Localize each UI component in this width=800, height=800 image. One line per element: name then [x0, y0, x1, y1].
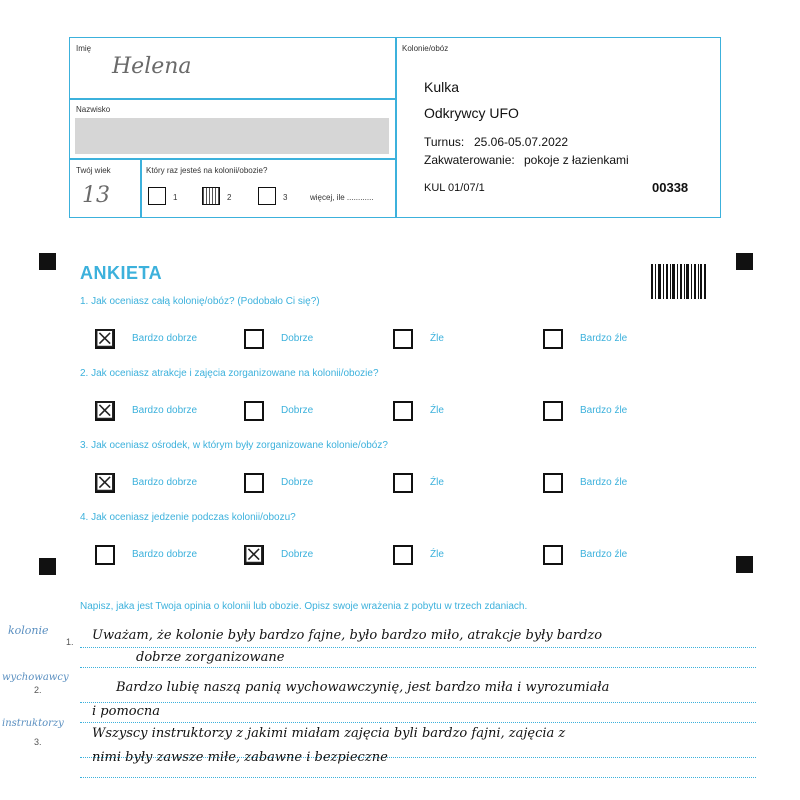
- question-4-option-1-label: Bardzo dobrze: [132, 549, 198, 560]
- age-label: Twój wiek: [76, 166, 111, 175]
- accommodation-label: Zakwaterowanie:: [424, 153, 515, 167]
- question-1-checkbox-4[interactable]: [543, 329, 563, 349]
- name-value[interactable]: Helena: [112, 54, 192, 79]
- answer-number-3: 3.: [34, 737, 42, 747]
- question-2-checkbox-3[interactable]: [393, 401, 413, 421]
- header-divider-name: [69, 98, 396, 100]
- times-checkbox-1[interactable]: [148, 187, 166, 205]
- question-3-checkbox-4[interactable]: [543, 473, 563, 493]
- question-1-checkbox-1[interactable]: [94, 325, 116, 353]
- answer-3-line-1[interactable]: Wszyscy instruktorzy z jakimi miałam zajęcia byli bardzo fajni, zajęcia z: [92, 726, 566, 741]
- question-1-checkbox-2[interactable]: [244, 329, 264, 349]
- question-3-checkbox-3[interactable]: [393, 473, 413, 493]
- barcode: [651, 264, 706, 299]
- times-option-1: 1: [173, 193, 178, 202]
- answer-line-4: [80, 722, 756, 723]
- question-4-option-2-label: Dobrze: [281, 549, 314, 560]
- answer-1-line-1[interactable]: Uważam, że kolonie były bardzo fajne, było bardzo miło, atrakcje były bardzo: [92, 628, 603, 643]
- question-4-checkbox-1[interactable]: [95, 545, 115, 565]
- header-divider-age: [140, 158, 142, 218]
- question-4-option-4-label: Bardzo źle: [580, 549, 628, 560]
- times-checkbox-2[interactable]: [202, 187, 220, 205]
- colony-label: Kolonie/obóz: [402, 44, 449, 53]
- colony-program: Odkrywcy UFO: [424, 105, 519, 121]
- answer-2-line-1[interactable]: Bardzo lubię naszą panią wychowawczynię, jest bardzo miła i wyrozumiała: [116, 680, 610, 695]
- turnus-value: 25.06-05.07.2022: [474, 135, 569, 149]
- question-3-checkbox-2[interactable]: [244, 473, 264, 493]
- question-4-checkbox-2[interactable]: [243, 541, 265, 569]
- question-2-option-3-label: Źle: [430, 405, 444, 416]
- question-3-option-2-label: Dobrze: [281, 477, 314, 488]
- survey-title: ANKIETA: [80, 263, 163, 283]
- answer-line-1: [80, 647, 756, 648]
- margin-note-instructors: instruktorzy: [2, 718, 64, 729]
- question-2-option-1-label: Bardzo dobrze: [132, 405, 198, 416]
- question-3-checkbox-1[interactable]: [94, 469, 116, 497]
- header-divider-vertical: [395, 37, 397, 218]
- colony-name: Kulka: [424, 79, 460, 95]
- question-1-text: 1. Jak oceniasz całą kolonię/obóz? (Podobało Ci się?): [80, 296, 320, 307]
- turnus-label: Turnus:: [424, 135, 465, 149]
- answer-line-2: [80, 667, 756, 668]
- question-4-checkbox-3[interactable]: [393, 545, 413, 565]
- question-1-checkbox-3[interactable]: [393, 329, 413, 349]
- registration-mark-top-right: [736, 253, 753, 270]
- question-4-checkbox-4[interactable]: [543, 545, 563, 565]
- question-3-option-4-label: Bardzo źle: [580, 477, 628, 488]
- registration-mark-top-left: [39, 253, 56, 270]
- question-2-checkbox-2[interactable]: [244, 401, 264, 421]
- question-1-option-1-label: Bardzo dobrze: [132, 333, 198, 344]
- margin-note-colony: kolonie: [8, 624, 49, 637]
- question-1-option-2-label: Dobrze: [281, 333, 314, 344]
- colony-code: KUL 01/07/1: [424, 182, 485, 194]
- question-3-option-1-label: Bardzo dobrze: [132, 477, 198, 488]
- accommodation-value: pokoje z łazienkami: [524, 153, 629, 167]
- times-checkbox-3[interactable]: [258, 187, 276, 205]
- question-1-option-4-label: Bardzo źle: [580, 333, 628, 344]
- question-4-option-3-label: Źle: [430, 549, 444, 560]
- check-mark-icon: ☒: [94, 469, 116, 497]
- times-option-more: więcej, ile ............: [310, 193, 374, 202]
- times-option-2: 2: [227, 193, 232, 202]
- question-2-checkbox-4[interactable]: [543, 401, 563, 421]
- times-label: Który raz jesteś na kolonii/obozie?: [146, 166, 268, 175]
- answer-line-3: [80, 702, 756, 703]
- surname-redacted: [75, 118, 389, 154]
- surname-label: Nazwisko: [76, 105, 111, 114]
- margin-note-caretakers: wychowawcy: [2, 672, 69, 683]
- question-3-option-3-label: Źle: [430, 477, 444, 488]
- check-mark-icon: ☒: [243, 541, 265, 569]
- answer-2-line-2[interactable]: i pomocna: [92, 704, 160, 719]
- times-option-3: 3: [283, 193, 288, 202]
- registration-mark-bottom-right: [736, 556, 753, 573]
- answer-number-1: 1.: [66, 637, 74, 647]
- question-2-option-2-label: Dobrze: [281, 405, 314, 416]
- question-4-text: 4. Jak oceniasz jedzenie podczas kolonii/obozu?: [80, 512, 296, 523]
- header-divider-surname: [69, 158, 396, 160]
- check-mark-icon: ☒: [94, 325, 116, 353]
- age-value[interactable]: 13: [82, 183, 110, 208]
- opinion-prompt: Napisz, jaka jest Twoja opinia o kolonii lub obozie. Opisz swoje wrażenia z pobytu w trzech zdaniach.: [80, 601, 528, 612]
- answer-1-line-2[interactable]: dobrze zorganizowane: [136, 650, 285, 665]
- registration-mark-bottom-left: [39, 558, 56, 575]
- answer-3-line-2[interactable]: nimi były zawsze miłe, zabawne i bezpieczne: [92, 750, 388, 765]
- form-number: 00338: [652, 180, 689, 195]
- check-mark-icon: ☒: [94, 397, 116, 425]
- question-1-option-3-label: Źle: [430, 333, 444, 344]
- question-3-text: 3. Jak oceniasz ośrodek, w którym były zorganizowane kolonie/obóz?: [80, 440, 388, 451]
- answer-number-2: 2.: [34, 685, 42, 695]
- question-2-text: 2. Jak oceniasz atrakcje i zajęcia zorganizowane na kolonii/obozie?: [80, 368, 379, 379]
- answer-line-6: [80, 777, 756, 778]
- name-label: Imię: [76, 44, 92, 53]
- question-2-checkbox-1[interactable]: [94, 397, 116, 425]
- question-2-option-4-label: Bardzo źle: [580, 405, 628, 416]
